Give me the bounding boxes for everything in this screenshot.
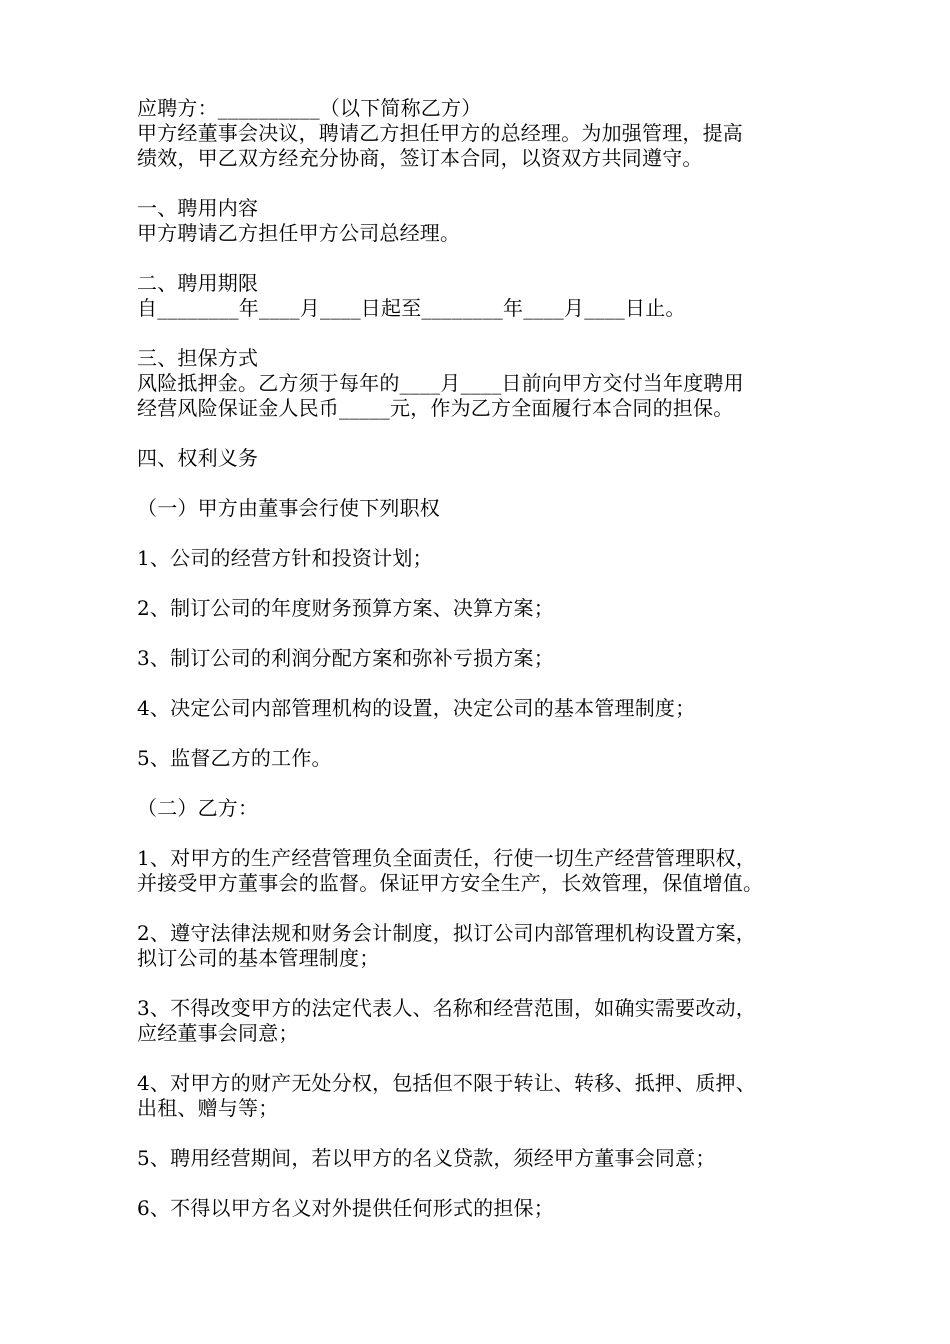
- subsection-heading-party-a: （一）甲方由董事会行使下列职权: [137, 496, 440, 520]
- party-b-item-2-line-1: 2、遵守法律法规和财务会计制度，拟订公司内部管理机构设置方案，: [137, 921, 756, 945]
- section-body-content: 甲方聘请乙方担任甲方公司总经理。: [137, 221, 461, 245]
- spacer: [137, 421, 827, 446]
- section-heading-content: 一、聘用内容: [137, 196, 259, 220]
- party-b-item-3-line-1: 3、不得改变甲方的法定代表人、名称和经营范围，如确实需要改动，: [137, 996, 756, 1020]
- section-heading-term: 二、聘用期限: [137, 271, 259, 295]
- party-a-item-3: 3、制订公司的利润分配方案和弥补亏损方案；: [137, 646, 554, 670]
- spacer: [137, 896, 827, 921]
- spacer: [137, 321, 827, 346]
- spacer: [137, 1171, 827, 1196]
- party-b-item-2-line-2: 拟订公司的基本管理制度；: [137, 946, 380, 970]
- party-b-item-5: 5、聘用经营期间，若以甲方的名义贷款，须经甲方董事会同意；: [137, 1146, 716, 1170]
- section-heading-guarantee: 三、担保方式: [137, 346, 259, 370]
- spacer: [137, 821, 827, 846]
- applicant-line: 应聘方：__________（以下简称乙方）: [137, 96, 482, 120]
- spacer: [137, 246, 827, 271]
- spacer: [137, 571, 827, 596]
- spacer: [137, 1121, 827, 1146]
- party-a-item-4: 4、决定公司内部管理机构的设置，决定公司的基本管理制度；: [137, 696, 696, 720]
- spacer: [137, 771, 827, 796]
- section-body-guarantee-2: 经营风险保证金人民币_____元，作为乙方全面履行本合同的担保。: [137, 396, 734, 420]
- party-a-item-5: 5、监督乙方的工作。: [137, 746, 332, 770]
- party-a-item-2: 2、制订公司的年度财务预算方案、决算方案；: [137, 596, 554, 620]
- section-body-guarantee-1: 风险抵押金。乙方须于每年的____月____日前向甲方交付当年度聘用: [137, 371, 744, 395]
- spacer: [137, 471, 827, 496]
- party-a-item-1: 1、公司的经营方针和投资计划；: [137, 546, 433, 570]
- party-b-item-4-line-1: 4、对甲方的财产无处分权，包括但不限于转让、转移、抵押、质押、: [137, 1071, 756, 1095]
- section-body-term: 自________年____月____日起至________年____月____日止。: [137, 296, 686, 320]
- spacer: [137, 971, 827, 996]
- intro-line-2: 绩效，甲乙双方经充分协商，签订本合同，以资双方共同遵守。: [137, 146, 703, 170]
- intro-line-1: 甲方经董事会决议，聘请乙方担任甲方的总经理。为加强管理，提高: [137, 121, 743, 145]
- spacer: [137, 621, 827, 646]
- spacer: [137, 171, 827, 196]
- party-b-item-6: 6、不得以甲方名义对外提供任何形式的担保；: [137, 1196, 554, 1220]
- section-heading-rights: 四、权利义务: [137, 446, 259, 470]
- party-b-item-3-line-2: 应经董事会同意；: [137, 1021, 299, 1045]
- spacer: [137, 1046, 827, 1071]
- contract-text: [137, 96, 827, 1221]
- spacer: [137, 521, 827, 546]
- party-b-item-4-line-2: 出租、赠与等；: [137, 1096, 279, 1120]
- spacer: [137, 671, 827, 696]
- party-b-item-1-line-1: 1、对甲方的生产经营管理负全面责任，行使一切生产经营管理职权，: [137, 846, 756, 870]
- party-b-item-1-line-2: 并接受甲方董事会的监督。保证甲方安全生产，长效管理，保值增值。: [137, 871, 764, 895]
- spacer: [137, 721, 827, 746]
- subsection-heading-party-b: （二）乙方：: [137, 796, 259, 820]
